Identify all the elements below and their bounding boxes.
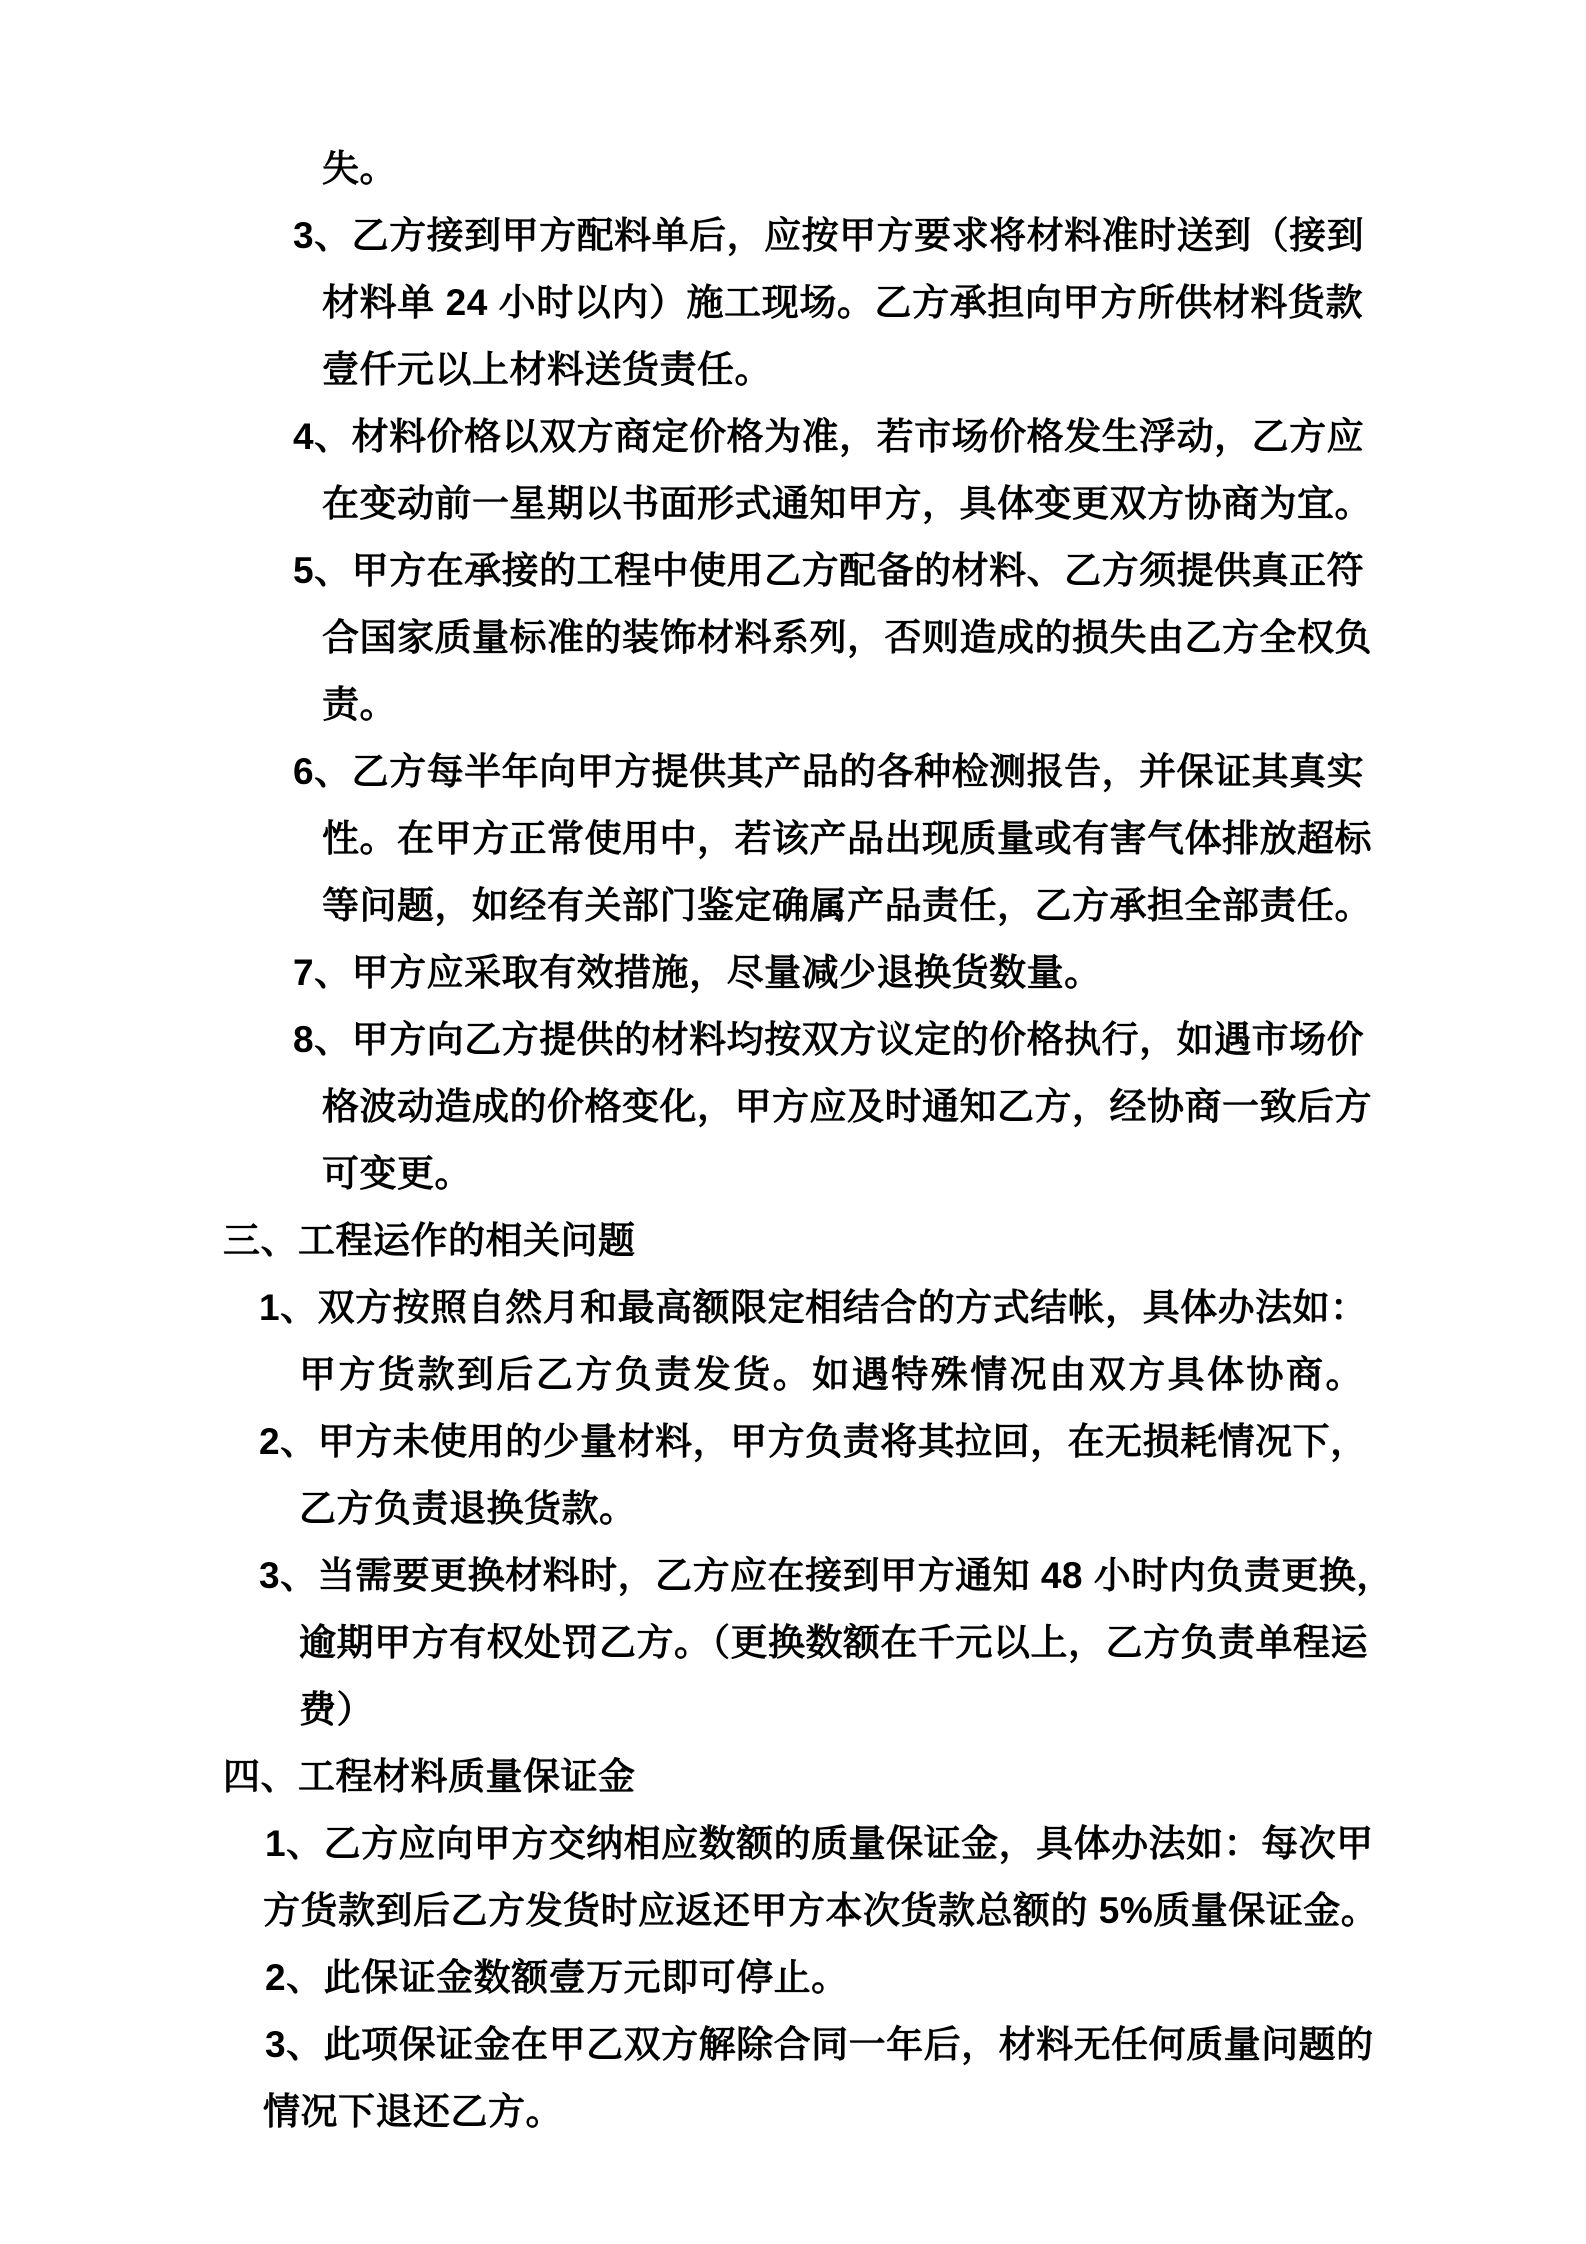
contract-line: 材料单 24 小时以内）施工现场。乙方承担向甲方所供材料货款: [322, 282, 1363, 323]
contract-line: 4、材料价格以双方商定价格为准，若市场价格发生浮动，乙方应: [293, 416, 1365, 457]
contract-line: 逾期甲方有权处罚乙方。（更换数额在千元以上，乙方负责单程运: [299, 1622, 1368, 1663]
contract-line: 壹仟元以上材料送货责任。: [322, 349, 772, 390]
contract-line: 3、当需要更换材料时，乙方应在接到甲方通知 48 小时内负责更换，: [259, 1555, 1394, 1596]
contract-line: 等问题，如经有关部门鉴定确属产品责任，乙方承担全部责任。: [322, 885, 1372, 926]
contract-line: 可变更。: [322, 1153, 472, 1194]
contract-line: 2、甲方未使用的少量材料，甲方负责将其拉回，在无损耗情况下，: [259, 1421, 1368, 1462]
contract-line: 费）: [299, 1689, 374, 1730]
contract-line: 2、此保证金数额壹万元即可停止。: [265, 1957, 849, 1998]
contract-line: 8、甲方向乙方提供的材料均按双方议定的价格执行，如遇市场价: [293, 1019, 1365, 1060]
contract-line: 1、乙方应向甲方交纳相应数额的质量保证金，具体办法如：每次甲: [265, 1823, 1374, 1864]
contract-line: 在变动前一星期以书面形式通知甲方，具体变更双方协商为宜。: [322, 483, 1372, 524]
contract-line: 甲方货款到后乙方负责发货。如遇特殊情况由双方具体协商。: [299, 1354, 1363, 1395]
contract-line: 方货款到后乙方发货时应返还甲方本次货款总额的 5%质量保证金。: [263, 1890, 1379, 1931]
contract-line: 7、甲方应采取有效措施，尽量减少退换货数量。: [293, 952, 1102, 993]
contract-line: 3、乙方接到甲方配料单后，应按甲方要求将材料准时送到（接到: [293, 215, 1365, 256]
contract-line: 格波动造成的价格变化，甲方应及时通知乙方，经协商一致后方: [322, 1086, 1372, 1127]
contract-line: 3、此项保证金在甲乙双方解除合同一年后，材料无任何质量问题的: [265, 2024, 1374, 2065]
contract-text-block: [223, 135, 1394, 2145]
contract-line: 乙方负责退换货款。: [299, 1488, 637, 1529]
contract-line: 1、双方按照自然月和最高额限定相结合的方式结帐，具体办法如：: [259, 1287, 1368, 1328]
section-heading: 四、工程材料质量保证金: [223, 1756, 636, 1797]
contract-line: 6、乙方每半年向甲方提供其产品的各种检测报告，并保证其真实: [293, 751, 1365, 792]
contract-line: 情况下退还乙方。: [263, 2091, 563, 2132]
contract-line: 5、甲方在承接的工程中使用乙方配备的材料、乙方须提供真正符: [293, 550, 1365, 591]
contract-line: 性。在甲方正常使用中，若该产品出现质量或有害气体排放超标: [322, 818, 1372, 859]
section-heading: 三、工程运作的相关问题: [223, 1220, 636, 1261]
contract-line: 合国家质量标准的装饰材料系列，否则造成的损失由乙方全权负: [322, 617, 1372, 658]
contract-line: 责。: [322, 684, 397, 725]
contract-line: 失。: [322, 148, 397, 189]
